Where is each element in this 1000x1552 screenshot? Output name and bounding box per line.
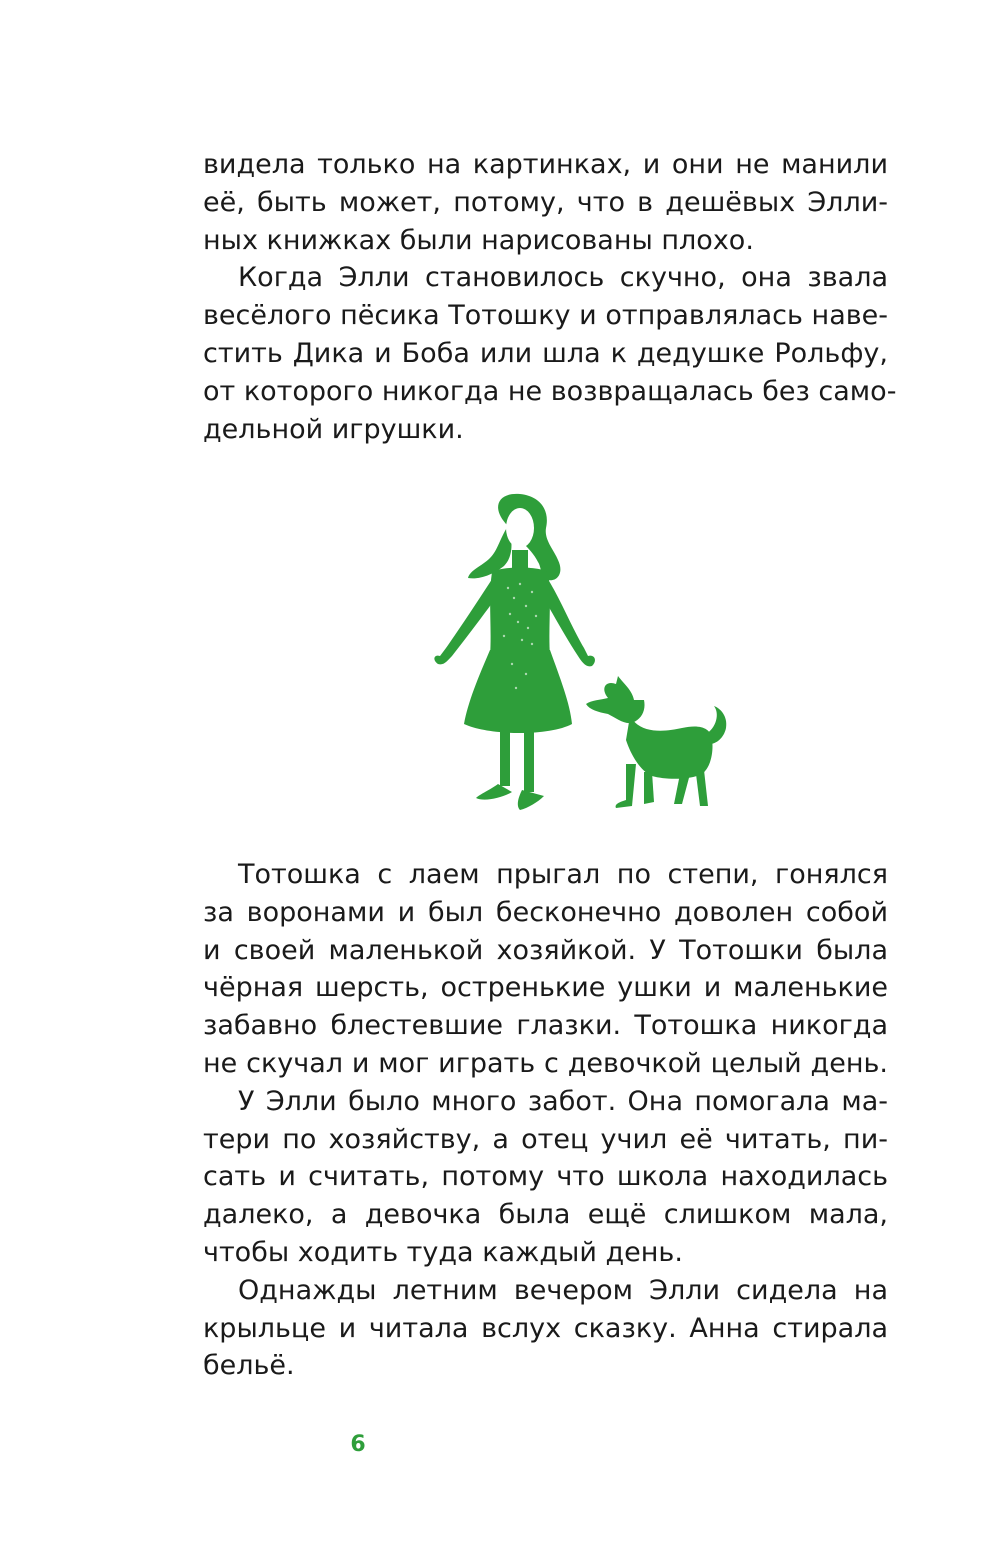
- text-line: Когда Элли становилось скучно, она звала: [238, 262, 888, 294]
- text-line: дельной игрушки.: [203, 413, 464, 445]
- text-line: Однажды летним вечером Элли сидела на: [238, 1274, 888, 1306]
- text-line: от которого никогда не возвращалась без само-: [203, 375, 897, 407]
- text-line: видела только на картинках, и они не манили: [203, 149, 888, 180]
- text-line: бельё.: [203, 1350, 295, 1382]
- text-block-bottom: [203, 856, 888, 1385]
- girl-and-dog-illustration: [420, 488, 740, 828]
- text-line: чёрная шерсть, остренькие ушки и маленькие: [203, 972, 888, 1004]
- text-line: крыльце и читала вслух сказку. Анна стирала: [203, 1312, 888, 1344]
- page-number: 6: [350, 1432, 366, 1457]
- text-line: за воронами и был бесконечно доволен собой: [203, 896, 888, 928]
- text-line: сать и считать, потому что школа находилась: [203, 1161, 888, 1193]
- text-line: далеко, а девочка была ещё слишком мала,: [203, 1199, 888, 1231]
- text-line: тери по хозяйству, а отец учил её читать, пи-: [203, 1123, 888, 1155]
- dog-silhouette: [586, 676, 726, 808]
- text-line: стить Дика и Боба или шла к дедушке Рольфу,: [203, 337, 888, 369]
- text-line: У Элли было много забот. Она помогала ма-: [238, 1085, 888, 1117]
- text-line: забавно блестевшие глазки. Тотошка никогда: [203, 1010, 888, 1042]
- text-line: ных книжках были нарисованы плохо.: [203, 224, 754, 256]
- text-line: не скучал и мог играть с девочкой целый день.: [203, 1047, 888, 1079]
- text-block-top: [203, 146, 897, 448]
- text-line: её, быть может, потому, что в дешёвых Элли-: [203, 186, 888, 218]
- text-line: чтобы ходить туда каждый день.: [203, 1236, 683, 1268]
- text-line: весёлого пёсика Тотошку и отправлялась наве-: [203, 300, 888, 332]
- text-line: Тотошка с лаем прыгал по степи, гонялся: [238, 859, 888, 890]
- text-line: и своей маленькой хозяйкой. У Тотошки была: [203, 934, 888, 966]
